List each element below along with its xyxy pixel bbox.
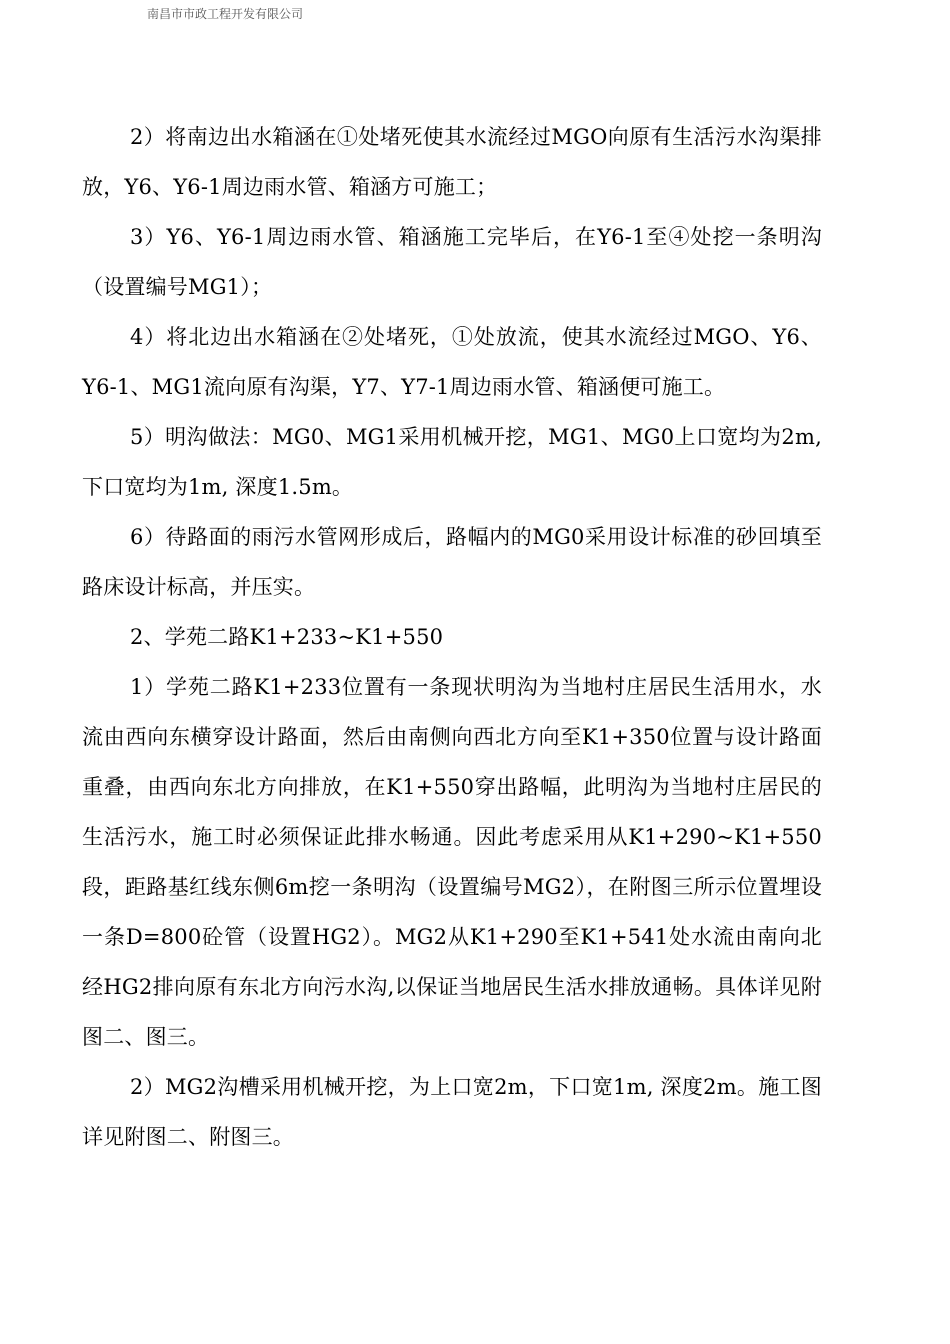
paragraph-step-6: 6）待路面的雨污水管网形成后，路幅内的MG0采用设计标准的砂回填至路床设计标高，并压实。	[82, 525, 822, 599]
paragraph-step-2: 2）将南边出水箱涵在①处堵死使其水流经过MGO向原有生活污水沟渠排放，Y6、Y6-1周边雨水管、箱涵方可施工；	[82, 125, 822, 199]
paragraph-section2-step-1: 1）学苑二路K1+233位置有一条现状明沟为当地村庄居民生活用水，水流由西向东横穿设计路面，然后由南侧向西北方向至K1+350位置与设计路面重叠，由西向东北方向排放，在K1+550穿出路幅，此明沟为当地村庄居民的生活污水，施工时必须保证此排水畅通。因此考虑采用从K1+290~K1+550段，距路基红线东侧6m挖一条明沟（设置编号MG2），在附图三所示位置埋设一条D=800砼管（设置HG2）。MG2从K1+290至K1+541处水流由南向北经HG2排向原有东北方向污水沟,以保证当地居民生活水排放通畅。具体详见附图二、图三。	[82, 675, 822, 1049]
document-body	[82, 112, 822, 1162]
paragraph-step-5: 5）明沟做法：MG0、MG1采用机械开挖，MG1、MG0上口宽均为2m, 下口宽均为1m, 深度1.5m。	[82, 425, 822, 499]
section-heading-xueyuan-road: 2、学苑二路K1+233~K1+550	[130, 625, 444, 649]
page-header-company: 南昌市市政工程开发有限公司	[147, 7, 304, 21]
paragraph-section2-step-2: 2）MG2沟槽采用机械开挖，为上口宽2m，下口宽1m, 深度2m。施工图详见附图二、附图三。	[82, 1075, 822, 1149]
paragraph-step-3: 3）Y6、Y6-1周边雨水管、箱涵施工完毕后，在Y6-1至④处挖一条明沟（设置编号MG1）；	[82, 225, 822, 299]
paragraph-step-4: 4）将北边出水箱涵在②处堵死，①处放流，使其水流经过MGO、Y6、Y6-1、MG1流向原有沟渠，Y7、Y7-1周边雨水管、箱涵便可施工。	[82, 325, 822, 399]
